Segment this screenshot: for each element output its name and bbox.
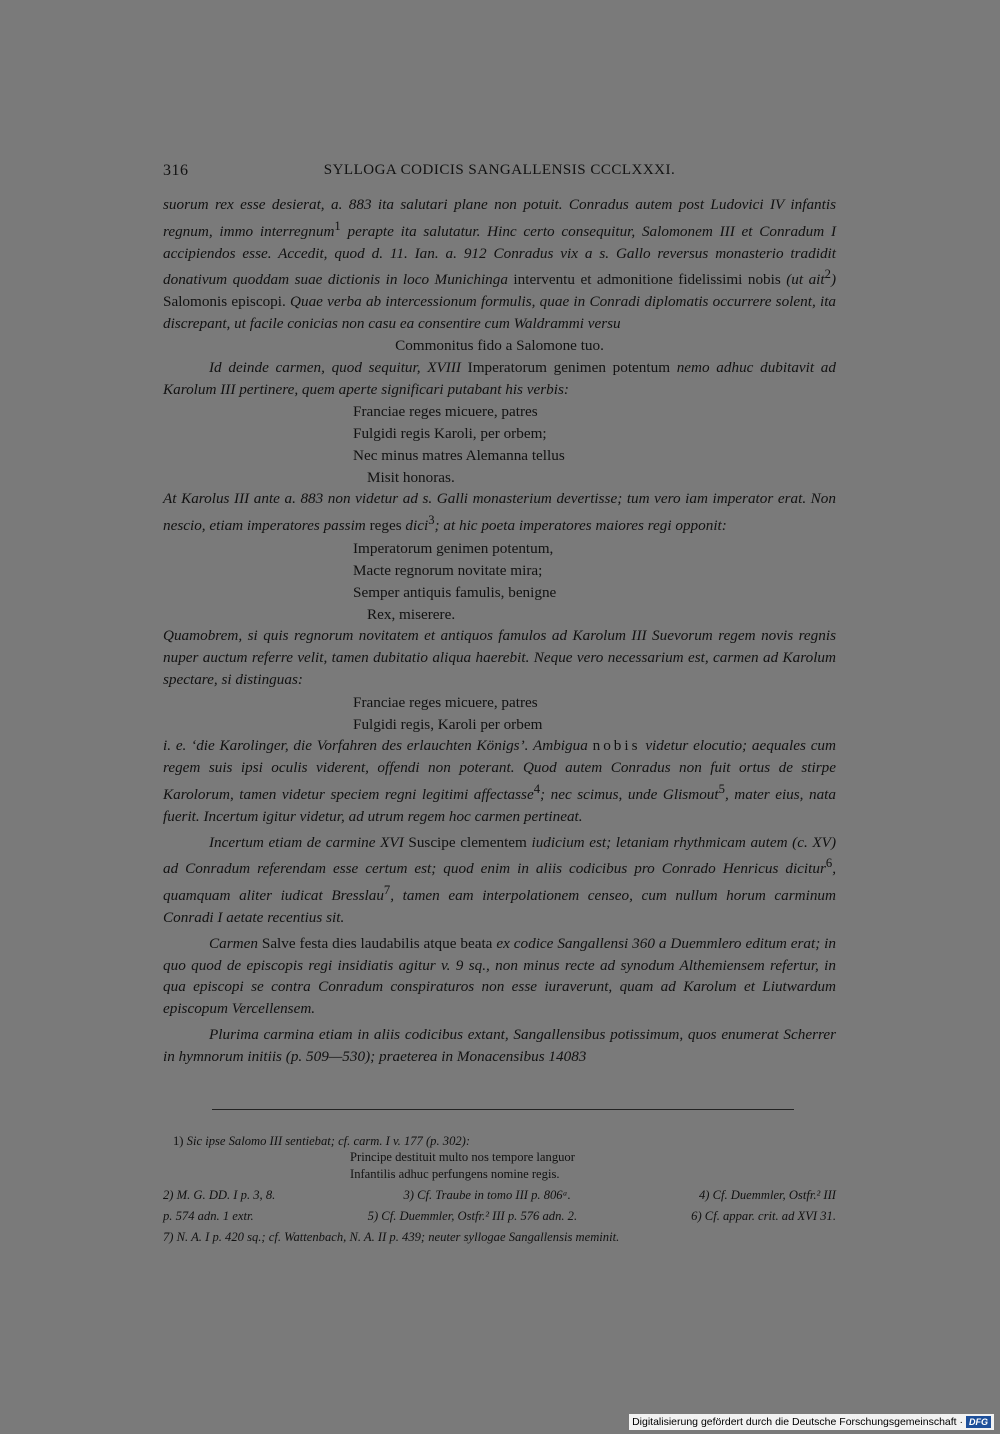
- text-span: i. e. ‘die Karolinger, die Vorfahren des erlauchten Königs’. Ambigua: [163, 737, 593, 755]
- footnote-text: Sic ipse Salomo III sentiebat; cf. carm. I v. 177 (p. 302):: [186, 1134, 471, 1148]
- verse-block-3: [353, 692, 836, 736]
- footnote-2: 2) M. G. DD. I p. 3, 8.: [163, 1188, 276, 1202]
- funding-banner[interactable]: [629, 1414, 994, 1430]
- footnote-ref[interactable]: 6: [825, 856, 833, 871]
- verse-line: Misit honoras.: [367, 468, 455, 486]
- footnotes: [163, 1131, 836, 1248]
- verse-line: Fulgidi regis Karoli, per orbem;: [353, 425, 547, 443]
- funding-text: Digitalisierung gefördert durch die Deutsche Forschungsgemeinschaft ·: [632, 1416, 963, 1428]
- text-span: ex codice Sangallensi 360 a Duemmlero editum erat; in quo quod de episcopis regi insidiatis agitur v. 9 sq., non minus recte ad synodum Althemiensem refertur, in qua episcopi se contra Conradum conspiraturos non esse iuraverunt, quam ad Karolum et Liutwardum episcopum Vercellensem.: [163, 934, 836, 1018]
- footnote-6: 6) Cf. appar. crit. ad XVI 31.: [691, 1209, 836, 1223]
- text-span: suorum rex esse desierat, a. 883 ita salutari plane non potuit. Conradus autem post Ludovici IV infantis regnum, immo interregnum: [163, 196, 836, 240]
- text-span: ): [830, 271, 837, 289]
- footnote-number: 1): [173, 1134, 184, 1148]
- footnote-verse: [350, 1149, 836, 1183]
- text-span: perapte ita salutatur. Hinc certo consequitur, Salomonem III et Conradum I accipiendos esse. Accedit, quod d. 11. Ian. a. 912 Conradus vix a s. Gallo reversus monasterio tradidit donativum quoddam suae dictionis in loco Munichinga: [163, 222, 837, 289]
- text-span: videtur elocutio; aequales cum regem suis ipsi oculis viderent, offendi non poterant. Quod autem Conradus non fuit ortus de stirpe Karolorum, tamen videtur speciem regni legitimi affectasse: [163, 737, 836, 803]
- verse-line: Franciae reges micuere, patres: [353, 693, 538, 711]
- text-span: Quae verba ab intercessionum formulis, quae in Conradi diplomatis occurrere solent, ita discrepant, ut facile conicias non casu ea consentire cum Waldrammi versu: [163, 293, 837, 333]
- verse-line: Nec minus matres Alemanna tellus: [353, 446, 565, 464]
- footnote-row-3: [163, 1206, 836, 1227]
- footnote-ref[interactable]: 3: [428, 513, 435, 528]
- verse-line: Semper antiquis famulis, benigne: [353, 583, 557, 601]
- verse-commonitus: Commonitus fido a Salomone tuo.: [395, 336, 604, 354]
- footnote-7: 7) N. A. I p. 420 sq.; cf. Wattenbach, N. A. II p. 439; neuter syllogae Sangallensis meminit.: [163, 1230, 620, 1244]
- footnote-ref[interactable]: 5: [718, 781, 725, 796]
- footnote-ref[interactable]: 7: [383, 883, 391, 898]
- verse-line: Principe destituit multo nos tempore languor: [350, 1150, 575, 1164]
- footnote-row-2: [163, 1185, 836, 1206]
- paragraph-8: Plurima carmina etiam in aliis codicibus extant, Sangallensibus potissimum, quos enumerat Scherrer in hymnorum initiis (p. 509—530); praeterea in Monacensibus 14083: [163, 1026, 836, 1065]
- footnote-5: 5) Cf. Duemmler, Ostfr.² III p. 576 adn. 2.: [367, 1209, 578, 1223]
- text-span: Carmen: [209, 934, 258, 952]
- running-title: SYLLOGA CODICIS SANGALLENSIS CCCLXXXI.: [323, 162, 676, 178]
- footnote-4-cont: p. 574 adn. 1 extr.: [163, 1209, 254, 1223]
- dfg-logo: DFG: [966, 1416, 991, 1428]
- paragraph-3: [163, 488, 836, 537]
- text-span: interventu et admonitione fidelissimi nobis: [507, 271, 787, 289]
- footnote-3: 3) Cf. Traube in tomo III p. 806ᵃ.: [403, 1188, 571, 1202]
- verse-line: Imperatorum genimen potentum,: [353, 540, 554, 558]
- main-text: [163, 194, 836, 1068]
- text-span: ; nec scimus, unde Glismout: [540, 785, 719, 803]
- text-span: iudicium est; letaniam rhythmicam autem (c. XV) ad Conradum referendam esse certum est; quod enim in aliis codicibus pro Conrado Henricus dicitur: [163, 833, 837, 878]
- page-number: 316: [163, 162, 189, 179]
- footnote-ref[interactable]: 1: [334, 218, 341, 233]
- paragraph-6: [163, 832, 836, 929]
- paragraph-1: [163, 194, 836, 335]
- paragraph-2: [163, 357, 836, 401]
- footnote-4: 4) Cf. Duemmler, Ostfr.² III: [698, 1188, 836, 1202]
- text-span: reges: [365, 517, 406, 535]
- verse-line: Infantilis adhuc perfungens nomine regis.: [350, 1167, 560, 1181]
- verse-line: Rex, miserere.: [367, 605, 456, 623]
- text-span: nemo adhuc dubitavit ad Karolum III pertinere, quem aperte significari putabant his verbis:: [163, 358, 836, 398]
- verse-block-1: [353, 401, 836, 488]
- text-span: Id deinde carmen, quod sequitur, XVIII: [209, 358, 461, 376]
- verse-line: Fulgidi regis, Karoli per orbem: [353, 715, 543, 733]
- footnote-ref[interactable]: 4: [533, 781, 541, 796]
- verse-line: Macte regnorum novitate mira;: [353, 561, 543, 579]
- text-span: At Karolus III ante a. 883 non videtur ad s. Galli monasterium devertisse; tum vero iam imperator erat. Non nescio, etiam imperatores passim: [163, 490, 836, 535]
- text-span: Salomonis episcopi.: [163, 293, 291, 311]
- text-span: Salve festa dies laudabilis atque beata: [257, 934, 497, 952]
- text-span: Imperatorum genimen potentum: [460, 358, 677, 376]
- footnote-divider: [212, 1109, 794, 1110]
- text-span: , tamen eam interpolationem censeo, cum nullum horum carminum Conradi I aetate recentius sit.: [163, 887, 836, 927]
- paragraph-4: Quamobrem, si quis regnorum novitatem et antiquos famulos ad Karolum III Suevorum regem novis regnis nuper auctum referre velit, tamen dubitatio aliqua haerebit. Neque vero necessarium est, carmen ad Karolum spectare, si distinguas:: [163, 627, 836, 688]
- text-span: Incertum etiam de carmine XVI: [209, 833, 404, 851]
- running-header: [163, 158, 836, 182]
- verse-block-2: [353, 538, 836, 625]
- text-span: Suscipe clementem: [403, 833, 532, 851]
- spaced-word: nobis: [592, 737, 641, 755]
- paragraph-7: [163, 933, 836, 1020]
- text-span: , quamquam aliter iudicat Bresslau: [163, 860, 836, 905]
- text-span: (ut ait: [786, 271, 825, 289]
- verse-line: Franciae reges micuere, patres: [353, 403, 538, 421]
- text-span: dici: [405, 517, 429, 535]
- footnote-ref[interactable]: 2: [824, 267, 831, 282]
- text-span: ; at hic poeta imperatores maiores regi opponit:: [434, 517, 727, 535]
- text-span: , mater eius, nata fuerit. Incertum igitur videtur, ad utrum regem hoc carmen pertineat.: [163, 785, 836, 825]
- paragraph-5: [163, 735, 836, 827]
